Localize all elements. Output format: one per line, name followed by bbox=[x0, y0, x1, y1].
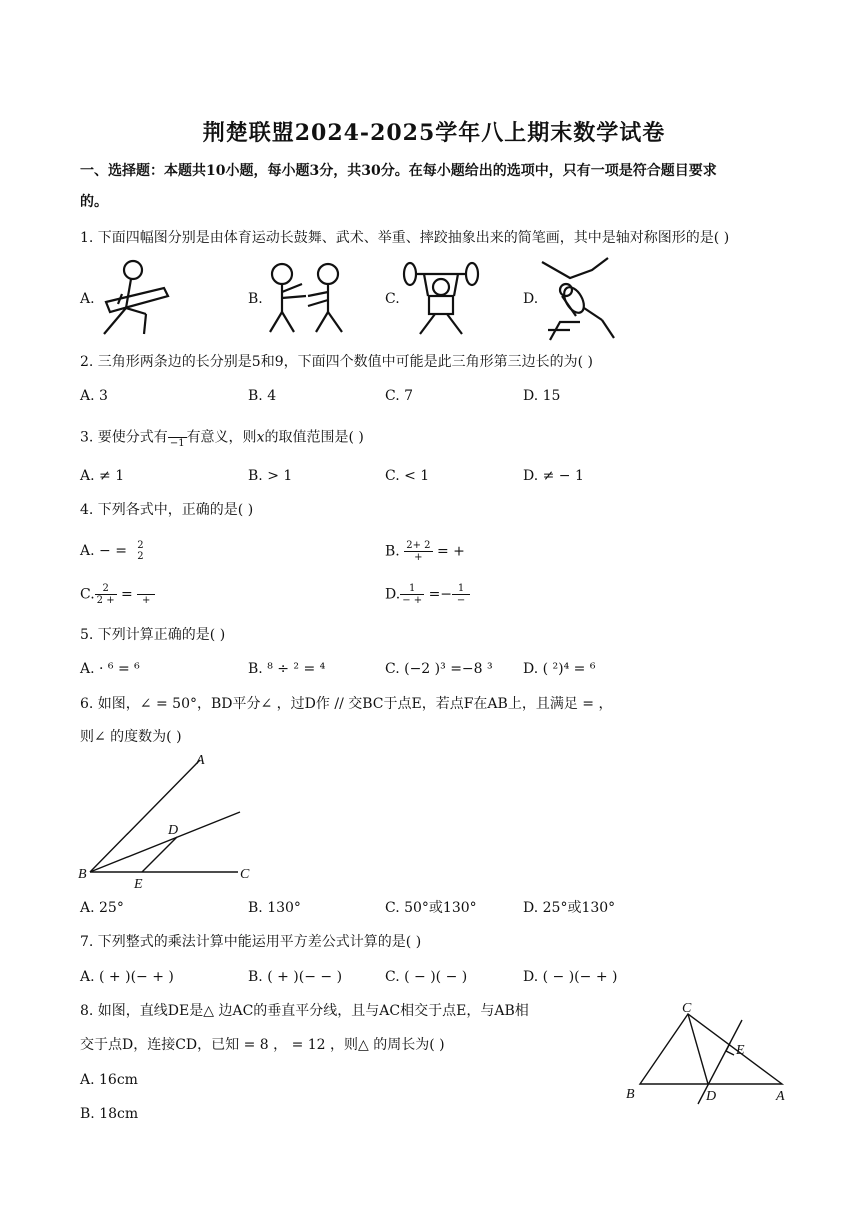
q3-frac-num bbox=[168, 426, 187, 438]
q6-option-d: D. 25°或130° bbox=[523, 900, 616, 916]
section-heading-line1: 一、选择题：本题共10小题，每小题3分，共30分。在每小题给出的选项中，只有一项是符合题目要求 bbox=[80, 163, 717, 179]
q8-triangle-figure bbox=[622, 1000, 802, 1112]
q4-a-den: 2 bbox=[137, 551, 144, 562]
q1-stem: 1. 下面四幅图分别是由体育运动长鼓舞、武术、举重、摔跤抽象出来的简笔画，其中是轴对称图形的是( ) bbox=[80, 230, 730, 246]
q2-option-d: D. 15 bbox=[523, 388, 561, 404]
q2-option-c: C. 7 bbox=[385, 388, 414, 404]
q3-option-b: B. > 1 bbox=[248, 468, 293, 484]
q4-d-eq: =− bbox=[428, 586, 453, 603]
q3-stem bbox=[80, 426, 364, 449]
q6-stem-line2: 则∠ 的度数为( ) bbox=[80, 729, 182, 745]
q8-line-de bbox=[698, 1020, 742, 1104]
q4-c-fraction bbox=[95, 583, 117, 606]
q4-option-d bbox=[385, 583, 470, 606]
q8-label-e: E bbox=[736, 1043, 745, 1058]
q4-c-label: C. bbox=[80, 586, 95, 603]
q4-b-label: B. bbox=[385, 543, 400, 560]
q4-c-num: 2 bbox=[95, 583, 117, 595]
q8-option-b: B. 18cm bbox=[80, 1106, 139, 1122]
q3-stem-a: 3. 要使分式有 bbox=[80, 429, 168, 446]
q8-label-a: A bbox=[776, 1089, 785, 1104]
q4-option-a bbox=[80, 540, 149, 562]
q4-d-rfraction bbox=[452, 583, 470, 606]
q6-option-a: A. 25° bbox=[80, 900, 124, 916]
q6-option-b: B. 130° bbox=[248, 900, 301, 916]
q8-triangle-abc bbox=[640, 1014, 782, 1084]
q1-option-b: B. bbox=[248, 291, 263, 307]
q1-option-c: C. bbox=[385, 291, 400, 307]
q3-var: x bbox=[256, 429, 265, 446]
q5-option-a: A. · ⁶ = ⁶ bbox=[80, 661, 140, 677]
q4-a-label: A. − = bbox=[80, 543, 127, 559]
q4-d-fraction bbox=[400, 583, 424, 606]
q8-option-a: A. 16cm bbox=[80, 1072, 138, 1088]
q6-geometry-figure bbox=[70, 748, 270, 890]
q6-label-b: B bbox=[78, 867, 87, 882]
q5-option-b: B. ⁸ ÷ ² = ⁴ bbox=[248, 661, 326, 677]
q5-stem: 5. 下列计算正确的是( ) bbox=[80, 627, 226, 643]
q4-d-den: − + bbox=[402, 595, 423, 606]
q3-stem-b: 有意义，则 bbox=[186, 429, 257, 446]
q6-label-e: E bbox=[134, 877, 143, 892]
q7-option-d: D. ( − )(− + ) bbox=[523, 969, 618, 985]
q4-c-rnum bbox=[137, 583, 155, 595]
q6-label-d: D bbox=[168, 823, 179, 838]
q4-c-rden: + bbox=[142, 595, 151, 606]
q4-d-rnum: 1 bbox=[452, 583, 470, 595]
q3-option-d: D. ≠ − 1 bbox=[523, 468, 584, 484]
q7-option-c: C. ( − )( − ) bbox=[385, 969, 468, 985]
q6-line-ba bbox=[90, 760, 200, 872]
q3-option-c: C. < 1 bbox=[385, 468, 430, 484]
q4-b-rhs: = + bbox=[436, 543, 465, 560]
q6-label-a: A bbox=[196, 753, 205, 768]
q4-d-label: D. bbox=[385, 586, 401, 603]
q6-label-c: C bbox=[240, 867, 250, 882]
q4-b-num: 2+ 2 bbox=[406, 540, 431, 551]
q4-b-den: + bbox=[414, 552, 423, 563]
q4-c-rfraction bbox=[137, 583, 155, 606]
q3-stem-c: 的取值范围是( ) bbox=[264, 429, 364, 446]
q8-label-b: B bbox=[626, 1087, 635, 1102]
weightlifting-figure-icon bbox=[402, 260, 480, 336]
q4-d-rden: − bbox=[456, 595, 466, 606]
q3-frac-den: −1 bbox=[169, 438, 185, 449]
q6-option-c: C. 50°或130° bbox=[385, 900, 477, 916]
page-title: 荆楚联盟2024-2025学年八上期末数学试卷 bbox=[202, 120, 666, 146]
q4-d-num: 1 bbox=[400, 583, 424, 595]
q4-c-eq: = bbox=[121, 586, 133, 603]
q6-line-de bbox=[142, 837, 177, 872]
wrestling-figure-icon bbox=[540, 256, 616, 342]
q3-fraction bbox=[168, 426, 187, 449]
q4-c-den: 2 + bbox=[96, 595, 115, 606]
q1-option-d: D. bbox=[523, 291, 539, 307]
q4-stem: 4. 下列各式中，正确的是( ) bbox=[80, 502, 254, 518]
q5-option-c: C. (−2 )³ =−8 ³ bbox=[385, 661, 493, 677]
q8-stem-line1: 8. 如图，直线DE是△ 边AC的垂直平分线，且与AC相交于点E，与AB相 bbox=[80, 1003, 529, 1019]
q2-stem: 2. 三角形两条边的长分别是5和9，下面四个数值中可能是此三角形第三边长的为( ) bbox=[80, 354, 593, 370]
q7-stem: 7. 下列整式的乘法计算中能运用平方差公式计算的是( ) bbox=[80, 934, 422, 950]
q8-label-d: D bbox=[706, 1089, 717, 1104]
q3-option-a: A. ≠ 1 bbox=[80, 468, 125, 484]
q5-option-d: D. ( ²)⁴ = ⁶ bbox=[523, 661, 596, 677]
q7-option-b: B. ( + )(− − ) bbox=[248, 969, 343, 985]
q6-stem-line1: 6. 如图，∠ = 50°，BD平分∠ ，过D作 // 交BC于点E，若点F在AB上，且满足 = ， bbox=[80, 696, 613, 712]
q8-stem-line2: 交于点D，连接CD，已知 = 8 ， = 12 ，则△ 的周长为( ) bbox=[80, 1037, 445, 1053]
q2-option-b: B. 4 bbox=[248, 388, 277, 404]
q4-a-num: 2 bbox=[137, 540, 144, 551]
q7-option-a: A. ( + )(− + ) bbox=[80, 969, 174, 985]
q4-option-b bbox=[385, 540, 465, 563]
q6-line-bd bbox=[90, 812, 240, 872]
q4-b-fraction bbox=[404, 540, 432, 563]
section-heading-line2: 的。 bbox=[80, 194, 108, 210]
q2-option-a: A. 3 bbox=[80, 388, 108, 404]
q4-a-fraction bbox=[131, 540, 149, 562]
q4-option-c bbox=[80, 583, 155, 606]
q8-line-cd bbox=[688, 1014, 708, 1084]
q1-option-a: A. bbox=[80, 291, 95, 307]
martial-arts-figure-icon bbox=[264, 262, 346, 334]
long-drum-dance-figure-icon bbox=[96, 258, 172, 338]
q8-label-c: C bbox=[682, 1001, 692, 1016]
